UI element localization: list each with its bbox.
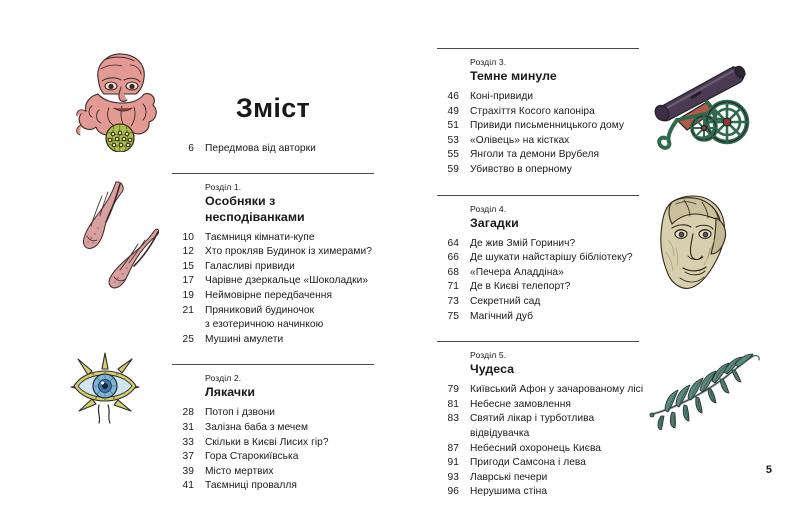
section-heading xyxy=(437,342,639,377)
toc-entry[interactable] xyxy=(172,436,374,451)
mascaron-head-illustration xyxy=(74,48,166,152)
entry-title: Привиди письменницького дому xyxy=(470,120,625,132)
fern-sprig-illustration xyxy=(645,352,763,430)
section-entry-list xyxy=(437,237,639,325)
toc-entry[interactable] xyxy=(437,310,639,325)
section-name: Особняки з несподіванками xyxy=(205,193,305,224)
section-name: Темне минуле xyxy=(470,69,557,83)
entry-page-number: 53 xyxy=(447,134,459,146)
entry-page-number: 15 xyxy=(182,260,194,272)
entry-title: Страхіття Косого капоніра xyxy=(470,105,595,117)
toc-entry[interactable] xyxy=(437,148,639,163)
section-name: Чудеса xyxy=(470,362,515,377)
toc-entry[interactable] xyxy=(172,231,374,246)
entry-page-number: 49 xyxy=(447,105,459,117)
entry-title-line1: Пряниковий будиночок xyxy=(205,304,315,316)
toc-entry[interactable] xyxy=(172,465,374,480)
entry-title: Убивство в оперному xyxy=(470,163,572,175)
entry-page-number: 39 xyxy=(182,465,194,477)
section-kicker: Розділ 1. xyxy=(205,181,242,192)
entry-title: Таємниці провалля xyxy=(205,480,297,492)
cannon-illustration xyxy=(647,58,755,154)
entry-page-number: 93 xyxy=(447,471,459,483)
toc-entry[interactable] xyxy=(172,289,374,304)
entry-title: Нерушима стіна xyxy=(470,486,548,498)
entry-title: Гора Старокиївська xyxy=(205,451,299,463)
toc-entry[interactable] xyxy=(437,163,639,178)
entry-title: Пригоди Самсона і лева xyxy=(470,457,586,469)
toc-column-right xyxy=(437,48,644,500)
entry-title: Таємниця кімнати-купе xyxy=(205,231,315,243)
section-entry-list xyxy=(172,406,374,494)
entry-page-number: 64 xyxy=(447,237,459,249)
entry-title: «Олівець» на кістках xyxy=(470,134,570,146)
pink-tentacles-illustration xyxy=(72,178,164,293)
toc-section xyxy=(437,48,639,178)
entry-page-number: 21 xyxy=(182,304,194,316)
entry-title: Потоп і дзвони xyxy=(205,407,276,419)
entry-page-number: 46 xyxy=(447,91,459,102)
entry-title xyxy=(194,304,323,333)
entry-page-number: 71 xyxy=(447,281,459,293)
entry-page-number: 41 xyxy=(182,480,194,492)
section-kicker: Розділ 4. xyxy=(470,203,507,214)
entry-page-number: 17 xyxy=(182,275,194,287)
toc-section xyxy=(172,173,374,348)
toc-entry[interactable] xyxy=(172,142,374,157)
entry-page-number: 33 xyxy=(182,436,194,448)
entry-page-number: 55 xyxy=(447,149,459,161)
toc-entry[interactable] xyxy=(437,442,639,457)
entry-title-line2: з езотеричною начинкою xyxy=(205,319,324,331)
toc-entry[interactable] xyxy=(172,245,374,260)
entry-page-number: 31 xyxy=(182,421,194,433)
toc-entry[interactable] xyxy=(437,134,639,149)
entry-page-number: 28 xyxy=(182,407,194,419)
toc-entry[interactable] xyxy=(437,412,639,441)
toc-entry[interactable] xyxy=(172,406,374,421)
toc-entry[interactable] xyxy=(172,274,374,289)
toc-entry[interactable] xyxy=(172,304,374,333)
entry-title: Неймовірне передбачення xyxy=(205,289,333,301)
section-entry-list xyxy=(172,231,374,348)
page-folio: 5 xyxy=(765,464,772,476)
entry-title: Лаврські печери xyxy=(470,471,548,483)
section-name: Лякачки xyxy=(205,385,256,400)
toc-entry[interactable] xyxy=(172,450,374,465)
entry-page-number: 81 xyxy=(447,398,459,410)
entry-title xyxy=(459,412,594,441)
entry-title: Хто прокляв Будинок із химерами? xyxy=(205,246,372,258)
entry-page-number: 25 xyxy=(182,333,194,345)
toc-entry[interactable] xyxy=(437,295,639,310)
entry-page-number: 12 xyxy=(182,246,194,258)
entry-page-number: 19 xyxy=(182,289,194,301)
entry-page-number: 96 xyxy=(447,486,459,498)
entry-title: Скільки в Києві Лисих гір? xyxy=(205,436,329,448)
toc-section xyxy=(437,195,639,325)
section-kicker: Розділ 5. xyxy=(470,350,507,361)
toc-entry[interactable] xyxy=(437,237,639,252)
entry-title: Небесний охоронець Києва xyxy=(470,442,602,454)
toc-entry[interactable] xyxy=(437,266,639,281)
page-title: Зміст xyxy=(235,93,311,123)
toc-entry[interactable] xyxy=(437,280,639,295)
entry-title: Київський Афон у зачарованому лісі xyxy=(470,384,644,396)
entry-title: Передмова від авторки xyxy=(205,143,316,154)
section-heading xyxy=(437,49,639,84)
entry-title: Магічний дуб xyxy=(470,310,533,322)
section-heading xyxy=(172,174,374,225)
entry-title: Де шукати найстарішу бібліотеку? xyxy=(470,252,633,264)
entry-title: Де жив Змій Горинич? xyxy=(470,237,576,249)
entry-page-number: 79 xyxy=(447,384,459,396)
toc-entry[interactable] xyxy=(172,260,374,275)
toc-section xyxy=(437,341,644,500)
entry-page-number: 68 xyxy=(447,266,459,278)
entry-title-line1: Святий лікар і турботлива xyxy=(470,413,595,425)
entry-page-number: 59 xyxy=(447,163,459,175)
section-heading xyxy=(437,196,639,231)
entry-page-number: 10 xyxy=(182,231,194,243)
entry-page-number: 83 xyxy=(447,413,459,425)
entry-title: Коні-привиди xyxy=(470,91,534,102)
stone-face-illustration xyxy=(650,192,738,296)
toc-entry[interactable] xyxy=(437,90,639,105)
section-entry-list xyxy=(437,90,639,178)
entry-page-number: 91 xyxy=(447,457,459,469)
entry-title: Місто мертвих xyxy=(205,465,274,477)
entry-page-number: 6 xyxy=(188,143,194,154)
entry-page-number: 66 xyxy=(447,252,459,264)
entry-page-number: 73 xyxy=(447,295,459,307)
entry-title: Небесне замовлення xyxy=(470,398,571,410)
entry-title: «Печера Аладдіна» xyxy=(470,266,564,278)
toc-entry[interactable] xyxy=(437,119,639,134)
entry-title: Чарівне дзеркальце «Шоколадки» xyxy=(205,275,369,287)
eye-amulet-illustration xyxy=(66,347,144,425)
toc-entry[interactable] xyxy=(437,105,639,120)
toc-section xyxy=(172,364,374,494)
toc-entry[interactable] xyxy=(172,333,374,348)
toc-column-left xyxy=(172,142,374,494)
entry-page-number: 87 xyxy=(447,442,459,454)
entry-title: Галасливі привиди xyxy=(205,260,295,272)
entry-title-line2: відвідувачка xyxy=(470,427,530,439)
entry-page-number: 51 xyxy=(447,120,459,132)
entry-title: Залізна баба з мечем xyxy=(205,421,308,433)
entry-title: Секретний сад xyxy=(470,295,541,307)
section-kicker: Розділ 2. xyxy=(205,373,242,384)
entry-title: Мушині амулети xyxy=(205,333,284,345)
entry-page-number: 75 xyxy=(447,310,459,322)
toc-entry[interactable] xyxy=(437,383,644,398)
toc-entry[interactable] xyxy=(437,485,639,500)
toc-entry[interactable] xyxy=(172,421,374,436)
toc-entry[interactable] xyxy=(172,479,374,494)
toc-entry[interactable] xyxy=(437,456,639,471)
entry-title: Де в Києві телепорт? xyxy=(470,281,571,293)
section-kicker: Розділ 3. xyxy=(470,57,507,67)
toc-entry[interactable] xyxy=(437,471,639,486)
entry-title: Янголи та демони Врубеля xyxy=(470,149,600,161)
section-heading xyxy=(172,365,374,400)
toc-entry[interactable] xyxy=(437,398,639,413)
section-name: Загадки xyxy=(470,215,519,230)
front-matter-list xyxy=(172,142,374,157)
toc-entry[interactable] xyxy=(437,251,639,266)
section-entry-list xyxy=(437,383,644,500)
entry-page-number: 37 xyxy=(182,451,194,463)
